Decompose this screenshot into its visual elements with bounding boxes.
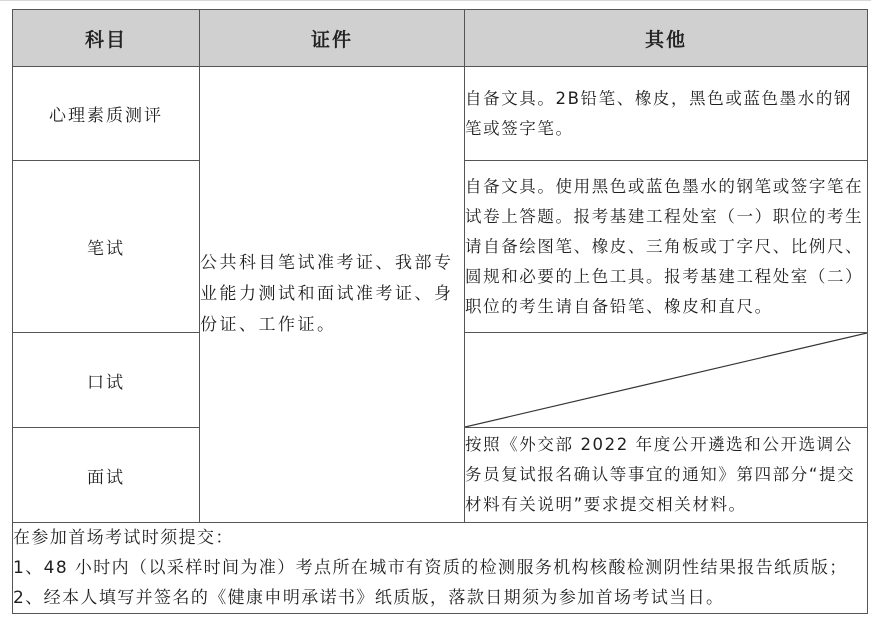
other-cell: 自备文具。使用黑色或蓝色墨水的钢笔或签字笔在试卷上答题。报考基建工程处室（一）职位的考生请自备绘图笔、橡皮、三角板或丁字尺、比例尺、圆规和必要的上色工具。报考基建工程处室（二）职位的考生请自备铅笔、橡皮和直尺。 [465,161,868,333]
notes-item-2: 2、经本人填写并签名的《健康申明承诺书》纸质版，落款日期须为参加首场考试当日。 [13,588,725,608]
table-row [13,67,868,161]
subject-cell: 心理素质测评 [13,67,200,161]
other-cell: 按照《外交部 2022 年度公开遴选和公开选调公务员复试报名确认等事宜的通知》第四部分“提交材料有关说明”要求提交相关材料。 [465,428,868,523]
subject-cell: 笔试 [13,161,200,333]
diagonal-line [465,333,867,427]
notes-intro: 在参加首场考试时须提交： [13,528,234,548]
page-top-divider [0,0,871,1]
notes-row [13,523,868,614]
header-subject: 科目 [13,10,200,67]
notes-item-1: 1、48 小时内（以采样时间为准）考点所在城市有资质的检测服务机构核酸检测阴性结果报告纸质版； [13,558,848,578]
header-row [13,10,868,67]
header-other: 其他 [465,10,868,67]
header-documents: 证件 [200,10,465,67]
subject-cell: 口试 [13,333,200,428]
documents-cell: 公共科目笔试准考证、我部专业能力测试和面试准考证、身份证、工作证。 [200,67,465,523]
notes-cell [13,523,868,614]
diagonal-empty-cell [465,333,868,428]
other-cell: 自备文具。2B铅笔、橡皮，黑色或蓝色墨水的钢笔或签字笔。 [465,67,868,161]
exam-materials-table [12,9,868,614]
subject-cell: 面试 [13,428,200,523]
